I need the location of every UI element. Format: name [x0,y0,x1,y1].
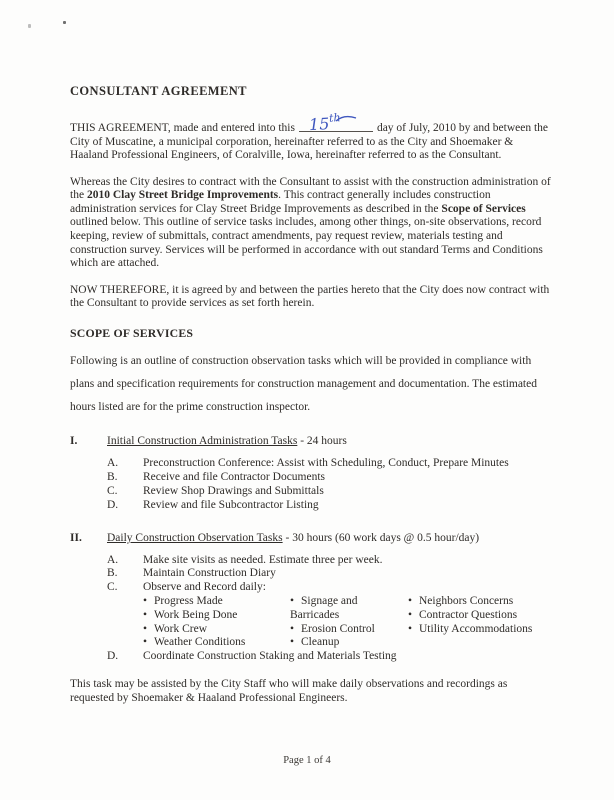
bullet-item: • Weather Conditions [143,636,290,650]
section-daily-observation [70,532,552,664]
bullet-item: • Contractor Questions [408,609,552,623]
bullet-item: • Erosion Control [290,623,408,637]
item-letter: B. [107,471,118,484]
item-text: Observe and Record daily: [143,581,266,594]
city-staff-paragraph: This task may be assisted by the City Staff who will make daily observations and recordings as requested by Shoemaker & Haaland Professional Engineers. [70,677,508,704]
document-body [70,84,552,718]
bullet-item: • Progress Made [143,595,290,609]
bullet-column-1 [143,595,290,650]
page-number-footer: Page 1 of 4 [283,755,331,766]
item-letter: C. [107,485,118,497]
section-heading [70,435,552,447]
list-item [70,457,552,471]
bullet-column-3 [408,595,552,650]
section-item-list [70,457,552,512]
bullet-item: • Utility Accommodations [408,623,552,637]
item-text: Coordinate Construction Staking and Materials Testing [143,650,397,663]
item-letter: C. [107,581,118,594]
handwriting-flourish-stroke [335,114,357,124]
item-letter: D. [107,498,119,511]
item-letter: A. [107,457,119,470]
list-item [70,499,552,513]
list-item [70,581,552,595]
list-item [70,650,552,664]
item-letter: D. [107,650,119,663]
now-therefore-paragraph: NOW THEREFORE, it is agreed by and between the parties hereto that the City does now contract with the Consultant to provide services as set forth herein. [70,283,550,310]
section-title: Daily Construction Observation Tasks - 30 hours (60 work days @ 0.5 hour/day) [107,531,480,544]
intro-text-before-blank: THIS AGREEMENT, made and entered into this [70,122,295,134]
handwritten-day-number: 15 [308,113,330,134]
list-item [70,554,552,568]
list-item [70,567,552,581]
handwritten-day-suffix: th [328,110,341,125]
item-letter: B. [107,567,118,580]
item-letter: A. [107,553,119,566]
scope-of-services-heading: SCOPE OF SERVICES [70,325,194,340]
item-text: Make site visits as needed. Estimate three per week. [143,553,383,566]
whereas-paragraph: Whereas the City desires to contract with the Consultant to assist with the construction administration of the 2010 Clay Street Bridge Improvements. This contract generally includes construction administration services for Clay Street Bridge Improvements as described in the Scope of Services outlined below. This outline of service tasks includes, among other things, on-site observations, record keeping, review of submittals, contract amendments, pay request review, materials testing and construction survey. Services will be performed in accordance with out standard Terms and Conditions which are attached. [70,175,551,270]
scan-speck [63,21,66,24]
bullet-item: • Work Being Done [143,609,290,623]
section-initial-construction-admin [70,435,552,512]
bullet-column-2 [290,595,408,650]
item-text: Preconstruction Conference: Assist with Scheduling, Conduct, Prepare Minutes [143,457,509,470]
scan-speck [28,24,31,28]
bullet-item: • Signage and Barricades [290,595,408,623]
handwritten-date-blank [299,110,373,134]
section-number: II. [70,531,82,544]
section-title: Initial Construction Administration Tasks - 24 hours [107,435,347,448]
bullet-item: • Work Crew [143,623,290,637]
list-item [70,485,552,499]
item-text: Receive and file Contractor Documents [143,471,326,484]
intro-text-after-blank: day of July, 2010 by and between the City of Muscatine, a municipal corporation, hereinafter referred to as the City and Shoemaker & Haaland Professional Engineers, of Coralville, Iowa, hereinafter referred to as the Consultant. [70,122,549,162]
bullet-item: • Neighbors Concerns [408,595,552,609]
agreement-intro-paragraph [70,110,552,163]
list-item [70,471,552,485]
document-title: CONSULTANT AGREEMENT [70,84,247,98]
daily-observation-bullet-columns [143,595,552,650]
section-number: I. [70,435,78,448]
section-item-list [70,554,552,664]
section-heading [70,532,552,544]
item-text: Review Shop Drawings and Submittals [143,485,324,497]
following-outline-paragraph: Following is an outline of construction observation tasks which will be provided in compliance with plans and specification requirements for construction management and documentation. The estimated hours listed are for the prime construction inspector. [70,354,537,414]
bullet-item: • Cleanup [290,636,408,650]
item-text: Maintain Construction Diary [143,567,276,580]
item-text: Review and file Subcontractor Listing [143,498,319,511]
